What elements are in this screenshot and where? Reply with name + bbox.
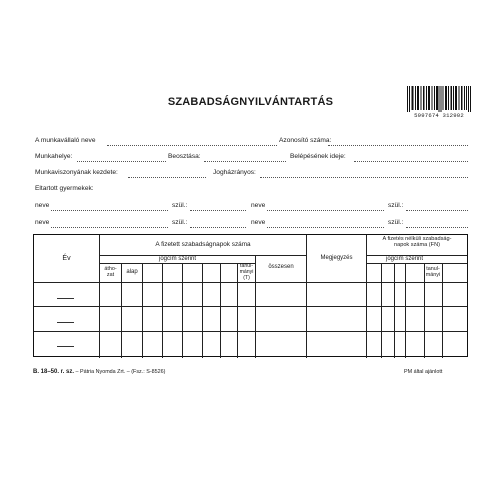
child-name-line-1[interactable] <box>51 210 168 211</box>
year-blank-1[interactable] <box>57 298 74 299</box>
child-name-label-4: neve <box>251 219 266 226</box>
header-unpaid-days: A fizetés nélküli szabadság- napok száma (FN) <box>382 236 452 249</box>
child-name-line-2[interactable] <box>267 210 384 211</box>
child-birth-line-3[interactable] <box>190 227 246 228</box>
form-footer <box>33 369 165 375</box>
child-birth-line-4[interactable] <box>406 227 468 228</box>
worker-name-line[interactable] <box>107 145 277 146</box>
header-alap: alap <box>126 269 138 275</box>
child-birth-line-2[interactable] <box>406 210 468 211</box>
leave-table <box>33 234 468 357</box>
table-vline <box>405 263 406 358</box>
workplace-line[interactable] <box>77 161 166 162</box>
child-name-label-1: neve <box>35 202 50 209</box>
dependents-label: Eltartott gyermekek: <box>35 185 94 192</box>
id-number-label: Azonosító száma: <box>279 137 332 144</box>
year-blank-2[interactable] <box>57 322 74 323</box>
child-name-label-2: neve <box>251 202 266 209</box>
header-tanulmanyi-2: tanul- mányi <box>425 266 441 279</box>
form-code: B. 18–50. r. sz. <box>33 369 75 375</box>
leave-register-form <box>24 62 477 392</box>
entry-date-label: Belépésének ideje: <box>290 153 346 160</box>
worker-name-label: A munkavállaló neve <box>35 137 96 144</box>
table-vline <box>306 235 307 358</box>
header-year: Év <box>62 255 71 262</box>
table-vline <box>99 235 100 358</box>
table-vline <box>394 263 395 358</box>
child-birth-label-2: szül.: <box>388 202 404 209</box>
child-birth-label-3: szül.: <box>172 219 188 226</box>
barcode-image <box>407 86 471 112</box>
table-hline <box>34 306 467 307</box>
entitled-line[interactable] <box>260 177 468 178</box>
form-title: SZABADSÁGNYILVÁNTARTÁS <box>167 96 334 108</box>
table-hline <box>99 263 255 264</box>
table-vline <box>162 263 163 358</box>
child-birth-line-1[interactable] <box>190 210 246 211</box>
table-vline <box>366 235 367 358</box>
year-blank-3[interactable] <box>57 346 74 347</box>
id-number-line[interactable] <box>328 145 468 146</box>
recommended-note: PM által ajánlott <box>404 369 443 375</box>
child-name-line-3[interactable] <box>51 227 168 228</box>
employment-start-line[interactable] <box>128 177 206 178</box>
employment-start-label: Munkaviszonyának kezdete: <box>35 169 118 176</box>
publisher-note: – Pátria Nyomda Zrt. – (Fsz.: S-8526) <box>75 369 166 375</box>
position-line[interactable] <box>204 161 286 162</box>
table-vline <box>202 263 203 358</box>
entry-date-line[interactable] <box>354 161 468 162</box>
child-name-line-4[interactable] <box>267 227 384 228</box>
header-athozat: átho- zat <box>104 266 117 279</box>
position-label: Beosztása: <box>168 153 201 160</box>
header-megjegyzes: Megjegyzés <box>320 255 353 261</box>
table-hline <box>34 331 467 332</box>
header-jogcim-2: jogcím szerint <box>385 256 423 262</box>
child-name-label-3: neve <box>35 219 50 226</box>
header-jogcim: jogcím szerint <box>158 256 196 262</box>
entitled-label: Jogházrányos: <box>213 169 256 176</box>
table-hline <box>366 263 467 264</box>
table-vline <box>381 263 382 358</box>
table-vline <box>442 263 443 358</box>
table-vline <box>220 263 221 358</box>
header-osszesen: összesen <box>268 264 294 270</box>
workplace-label: Munkahelye: <box>35 153 73 160</box>
table-hline <box>34 282 467 283</box>
child-birth-label-4: szül.: <box>388 219 404 226</box>
header-tanulmanyi: tanul- mányi (T) <box>239 263 254 281</box>
table-vline <box>142 263 143 358</box>
table-vline <box>182 263 183 358</box>
child-birth-label-1: szül.: <box>172 202 188 209</box>
header-paid-days: A fizetett szabadságnapok száma <box>155 241 251 248</box>
table-vline <box>121 263 122 358</box>
barcode-number: 5997674 312902 <box>414 112 464 119</box>
